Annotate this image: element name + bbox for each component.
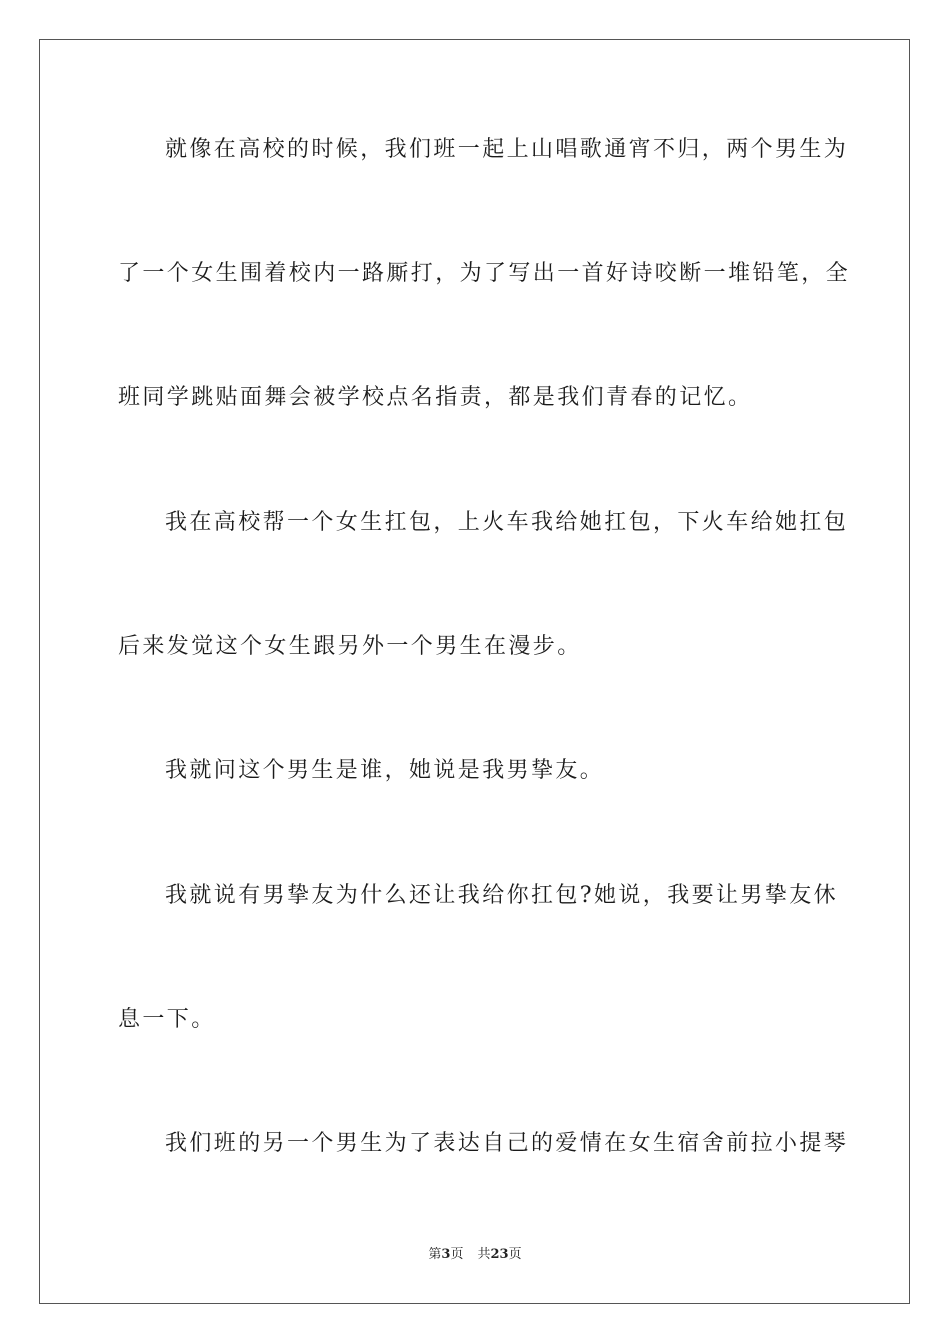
paragraph-4-line-1: 我就说有男挚友为什么还让我给你扛包?她说，我要让男挚友休: [165, 883, 838, 908]
paragraph-5-line-1: 我们班的另一个男生为了表达自己的爱情在女生宿舍前拉小提琴: [165, 1131, 849, 1156]
paragraph-1-line-3: 班同学跳贴面舞会被学校点名指责，都是我们青春的记忆。: [118, 385, 753, 410]
paragraph-4-line-2: 息一下。: [118, 1007, 216, 1032]
paragraph-2-line-2: 后来发觉这个女生跟另外一个男生在漫步。: [118, 634, 582, 659]
paragraph-1-line-1: 就像在高校的时候，我们班一起上山唱歌通宵不归，两个男生为: [165, 137, 849, 162]
page-prefix: 第: [428, 1247, 442, 1262]
paragraph-2-line-1: 我在高校帮一个女生扛包，上火车我给她扛包，下火车给她扛包: [165, 510, 849, 535]
page-suffix: 页: [450, 1247, 464, 1262]
total-prefix: 共: [477, 1247, 491, 1262]
total-suffix: 页: [508, 1247, 522, 1262]
paragraph-1-line-2: 了一个女生围着校内一路厮打，为了写出一首好诗咬断一堆铅笔，全: [118, 261, 851, 286]
page-border: [39, 39, 910, 1304]
paragraph-3-line-1: 我就问这个男生是谁，她说是我男挚友。: [165, 758, 605, 783]
page-footer: [0, 1246, 950, 1264]
total-pages: 23: [490, 1247, 509, 1262]
page-number: 3: [441, 1247, 451, 1262]
